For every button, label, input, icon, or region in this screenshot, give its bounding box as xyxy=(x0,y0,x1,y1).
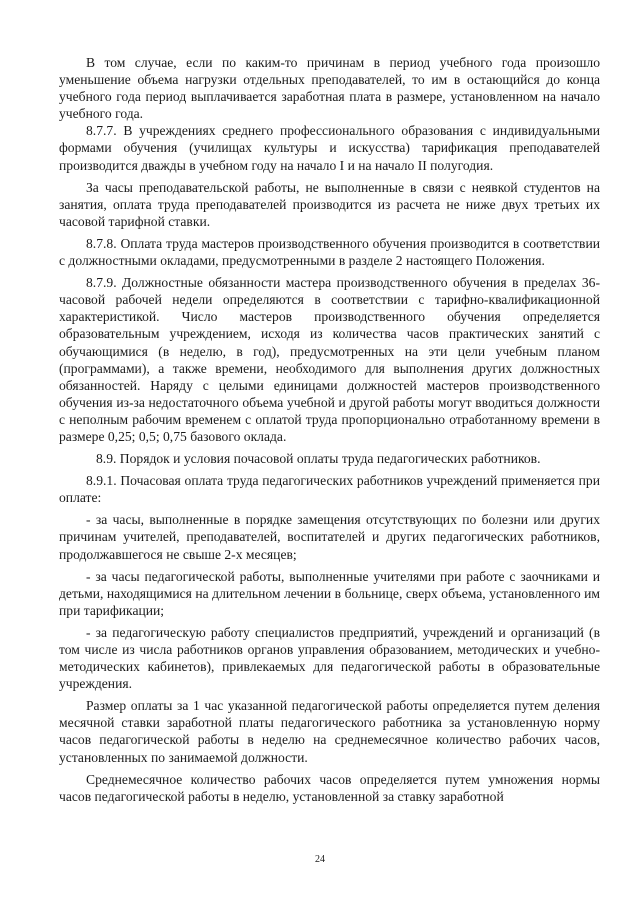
list-item-substitution: - за часы, выполненные в порядке замещения отсутствующих по болезни или других причинам учителей, преподавателей, воспитателей и других педагогических работников, продолжавшегося не свыше 2-х месяцев; xyxy=(59,512,600,562)
list-item-correspondence: - за часы педагогической работы, выполненные учителями при работе с заочниками и детьми, находящимися на длительном лечении в больнице, сверх объема, установленного им при тарификации; xyxy=(59,568,600,618)
paragraph-load-reduction: В том случае, если по каким-то причинам в период учебного года произошло уменьшение объема нагрузки отдельных преподавателей, то им в остающийся до конца учебного года период выплачивается заработная плата в размере, установленном на начало учебного года. xyxy=(59,55,600,122)
paragraph-monthly-hours: Среднемесячное количество рабочих часов определяется путем умножения нормы часов педагогической работы в неделю, установленной за ставку заработной xyxy=(59,771,600,804)
paragraph-student-absence: За часы преподавательской работы, не выполненные в связи с неявкой студентов на занятия, оплата труда преподавателей производится из расчета не ниже двух третьих их часовой тарифной ставки. xyxy=(59,179,600,229)
paragraph-8-7-7: 8.7.7. В учреждениях среднего профессионального образования с индивидуальными формами обучения (училищах культуры и искусства) тарификация преподавателей производится дважды в учебном году на начало I и на начало II полугодия. xyxy=(59,123,600,173)
list-item-specialists: - за педагогическую работу специалистов предприятий, учреждений и организаций (в том числе из числа работников органов управления образованием, методических и учебно-методических кабинетов), привлекаемых для педагогической работы в образовательные учреждения. xyxy=(59,624,600,692)
page-number: 24 xyxy=(315,854,325,865)
paragraph-hourly-rate: Размер оплаты за 1 час указанной педагогической работы определяется путем деления месячной ставки заработной платы педагогического работника за установленную норму часов педагогической работы в неделю на среднемесячное количество рабочих часов, установленных по занимаемой должности. xyxy=(59,698,600,765)
paragraph-8-7-9: 8.7.9. Должностные обязанности мастера производственного обучения в пределах 36-часовой рабочей недели определяются в соответствии с тарифно-квалификационной характеристикой. Число мастеров производственного обучения определяется образовательным учреждением, исходя из количества часов практических занятий с обучающимися (в неделю, в год), предусмотренных на эти цели учебным планом (программами), а также времени, необходимого для выполнения других должностных обязанностей. Наряду с целыми единицами должностей мастеров производственного обучения из-за недостаточного объема учебной и другой работы могут вводиться должности с неполным рабочим временем с оплатой труда пропорционально отработанному времени в размере 0,25; 0,5; 0,75 базового оклада. xyxy=(59,275,600,444)
section-heading-8-9: 8.9. Порядок и условия почасовой оплаты труда педагогических работников. xyxy=(96,451,541,467)
paragraph-8-9-1: 8.9.1. Почасовая оплата труда педагогических работников учреждений применяется при оплате: xyxy=(59,473,600,506)
paragraph-8-7-8: 8.7.8. Оплата труда мастеров производственного обучения производится в соответствии с должностными окладами, предусмотренными в разделе 2 настоящего Положения. xyxy=(59,235,600,269)
document-body xyxy=(59,54,600,805)
